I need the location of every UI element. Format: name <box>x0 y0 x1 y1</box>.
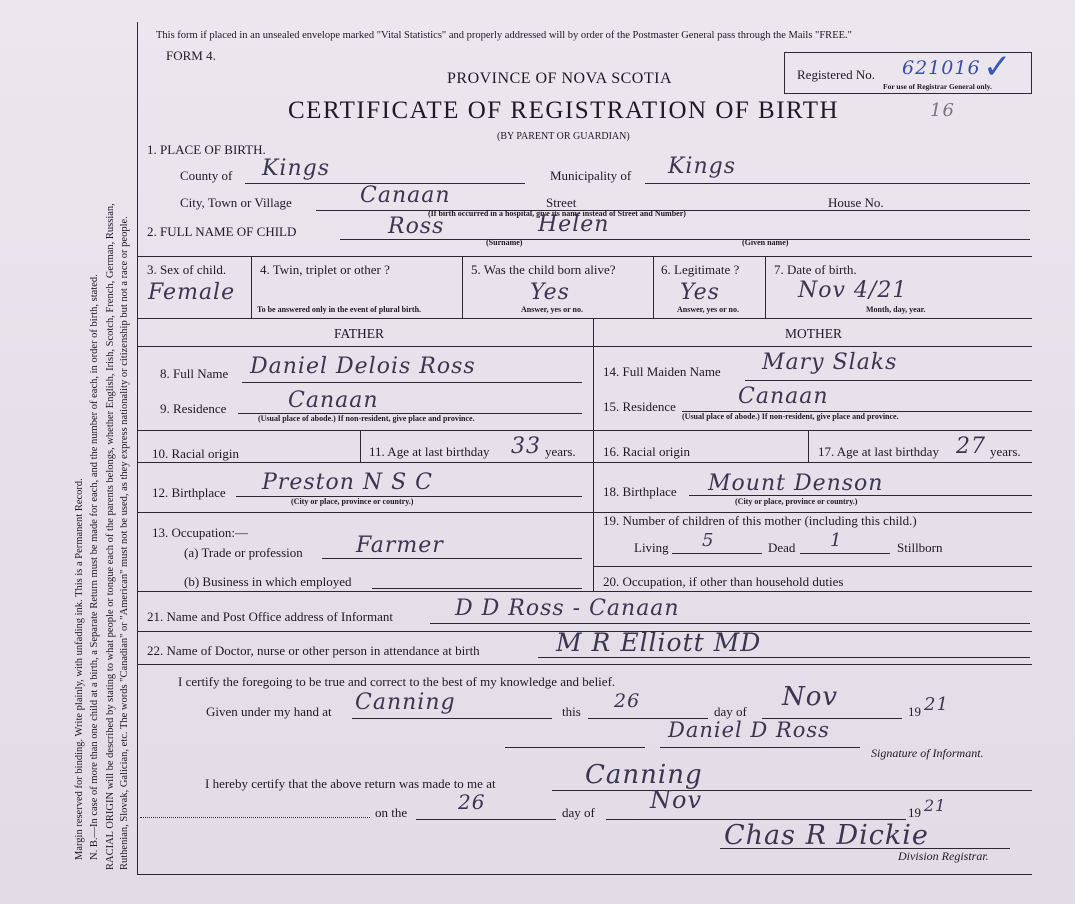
sex-value: Female <box>148 280 236 305</box>
sex-label: 3. Sex of child. <box>147 262 227 277</box>
house-label: House No. <box>828 195 884 210</box>
father-age-label: 11. Age at last birthday <box>369 444 490 459</box>
living-label: Living <box>634 540 669 555</box>
twin-note: To be answered only in the event of plural birth. <box>257 305 422 314</box>
mother-age-label: 17. Age at last birthday <box>818 444 939 459</box>
registrar-use-note: For use of Registrar General only. <box>883 82 992 91</box>
mother-age-value: 27 <box>956 434 986 459</box>
registered-value: 621016 <box>902 57 981 79</box>
living-value: 5 <box>702 530 715 551</box>
alive-value: Yes <box>530 280 570 305</box>
title-mark: 16 <box>930 100 955 121</box>
mother-years: years. <box>990 444 1021 459</box>
given-label: Given under my hand at <box>206 704 332 719</box>
doctor-label: 22. Name of Doctor, nurse or other person in attendance at birth <box>147 643 480 658</box>
trade-label: (a) Trade or profession <box>184 545 303 560</box>
doctor-value: M R Elliott MD <box>556 628 762 657</box>
county-value: Kings <box>262 156 331 181</box>
registrar-place: Canning <box>585 760 703 790</box>
twin-label: 4. Twin, triplet or other ? <box>260 262 390 277</box>
this-label: this <box>562 704 581 719</box>
registrar-year-prefix: 19 <box>908 805 921 820</box>
province-heading: PROVINCE OF NOVA SCOTIA <box>447 70 673 87</box>
father-years: years. <box>545 444 576 459</box>
cert-month: Nov <box>782 682 839 712</box>
father-birthplace-caption: (City or place, province or country.) <box>291 497 414 506</box>
mother-name-label: 14. Full Maiden Name <box>603 364 721 379</box>
children-count-label: 19. Number of children of this mother (including this child.) <box>603 513 917 528</box>
mother-racial-label: 16. Racial origin <box>603 444 691 459</box>
racial-origin-note: RACIAL ORIGIN will be described by stating to what people or tongue each of the parents belongs, whether English, Irish, Scotch, French, German, Russian, <box>105 203 116 870</box>
child-given-name: Helen <box>538 212 610 237</box>
registered-label: Registered No. <box>797 67 875 82</box>
registrar-signature: Chas R Dickie <box>724 820 929 851</box>
legitimate-value: Yes <box>680 280 720 305</box>
informant-label: 21. Name and Post Office address of Informant <box>147 609 393 624</box>
mother-residence-label: 15. Residence <box>603 399 676 414</box>
cert-year-prefix: 19 <box>908 704 921 719</box>
county-label: County of <box>180 168 233 183</box>
dead-label: Dead <box>768 540 796 555</box>
registrar-on-the: on the <box>375 805 408 820</box>
city-label: City, Town or Village <box>180 195 292 210</box>
child-surname: Ross <box>388 214 445 239</box>
business-label: (b) Business in which employed <box>184 574 352 589</box>
alive-caption: Answer, yes or no. <box>521 305 584 314</box>
racial-origin-note-cont: Ruthenian, Slovak, Galician, etc. The words "Canadian" or "American" must not be used, as they express nationality or citizenship but not a race or people. <box>119 216 130 870</box>
legitimate-label: 6. Legitimate ? <box>661 262 740 277</box>
municipality-label: Municipality of <box>550 168 632 183</box>
stillborn-label: Stillborn <box>897 540 943 555</box>
city-value: Canaan <box>360 183 451 208</box>
form-number: FORM 4. <box>166 48 216 63</box>
father-residence-label: 9. Residence <box>160 401 227 416</box>
father-birthplace-value: Preston N S C <box>262 470 434 495</box>
alive-label: 5. Was the child born alive? <box>471 262 616 277</box>
registrar-month: Nov <box>650 786 703 814</box>
given-place: Canning <box>355 690 456 715</box>
informant-value: D D Ross - Canaan <box>455 596 680 621</box>
dead-value: 1 <box>830 530 843 551</box>
informant-signature-caption: Signature of Informant. <box>871 746 984 760</box>
registered-number-box <box>784 47 1032 94</box>
father-name-value: Daniel Delois Ross <box>250 354 476 379</box>
date-caption: Month, day, year. <box>866 305 926 314</box>
father-name-label: 8. Full Name <box>160 366 229 381</box>
child-name-label: 2. FULL NAME OF CHILD <box>147 224 297 239</box>
mother-residence-caption: (Usual place of abode.) If non-resident, give place and province. <box>682 412 899 421</box>
date-label: 7. Date of birth. <box>774 262 857 277</box>
street-label: Street <box>546 195 577 210</box>
registrar-statement: I hereby certify that the above return was made to me at <box>205 776 496 791</box>
registrar-caption: Division Registrar. <box>898 849 989 863</box>
binding-note: Margin reserved for binding. Write plainly, with unfading ink. This is a Permanent Record. <box>74 478 85 860</box>
registrar-day-of: day of <box>562 805 595 820</box>
father-residence-caption: (Usual place of abode.) If non-resident, give place and province. <box>258 414 475 423</box>
mail-notice: This form if placed in an unsealed envelope marked "Vital Statistics" and properly addressed will by order of the Postmaster General pass through the Mails "FREE." <box>156 30 852 41</box>
check-mark-icon: ✓ <box>983 47 1012 87</box>
mother-residence-value: Canaan <box>738 384 829 409</box>
given-caption: (Given name) <box>742 238 789 247</box>
father-heading: FATHER <box>334 326 385 341</box>
mother-birthplace-caption: (City or place, province or country.) <box>735 497 858 506</box>
mother-birthplace-value: Mount Denson <box>708 471 884 496</box>
father-birthplace-label: 12. Birthplace <box>152 485 226 500</box>
mother-birthplace-label: 18. Birthplace <box>603 484 677 499</box>
page-title: CERTIFICATE OF REGISTRATION OF BIRTH <box>288 97 840 124</box>
separate-return-note: N. B.—In case of more than one child at a birth, a Separate Return must be made for each, and the number of each, in order of birth, stated. <box>89 274 100 860</box>
father-age-value: 33 <box>511 434 541 459</box>
cert-day: 26 <box>614 690 641 712</box>
margin-rule <box>137 22 138 874</box>
father-occupation-label: 13. Occupation:— <box>152 525 249 540</box>
mother-name-value: Mary Slaks <box>762 350 898 375</box>
mother-occupation-label: 20. Occupation, if other than household duties <box>603 574 844 589</box>
cert-year: 21 <box>924 694 949 715</box>
certify-statement: I certify the foregoing to be true and correct to the best of my knowledge and belief. <box>178 674 616 689</box>
hospital-note: (If birth occurred in a hospital, give its name instead of Street and Number) <box>428 209 686 218</box>
informant-signature: Daniel D Ross <box>668 718 830 742</box>
page-subtitle: (BY PARENT OR GUARDIAN) <box>497 131 630 142</box>
municipality-value: Kings <box>668 154 737 179</box>
trade-value: Farmer <box>356 533 444 558</box>
cert-day-of: day of <box>714 704 747 719</box>
date-value: Nov 4/21 <box>798 278 908 303</box>
place-of-birth-label: 1. PLACE OF BIRTH. <box>147 142 266 157</box>
legitimate-caption: Answer, yes or no. <box>677 305 740 314</box>
mother-heading: MOTHER <box>785 326 842 341</box>
surname-caption: (Surname) <box>486 238 523 247</box>
registrar-day: 26 <box>458 790 486 814</box>
father-racial-label: 10. Racial origin <box>152 446 240 461</box>
registrar-year: 21 <box>924 796 947 815</box>
father-residence-value: Canaan <box>288 388 379 413</box>
